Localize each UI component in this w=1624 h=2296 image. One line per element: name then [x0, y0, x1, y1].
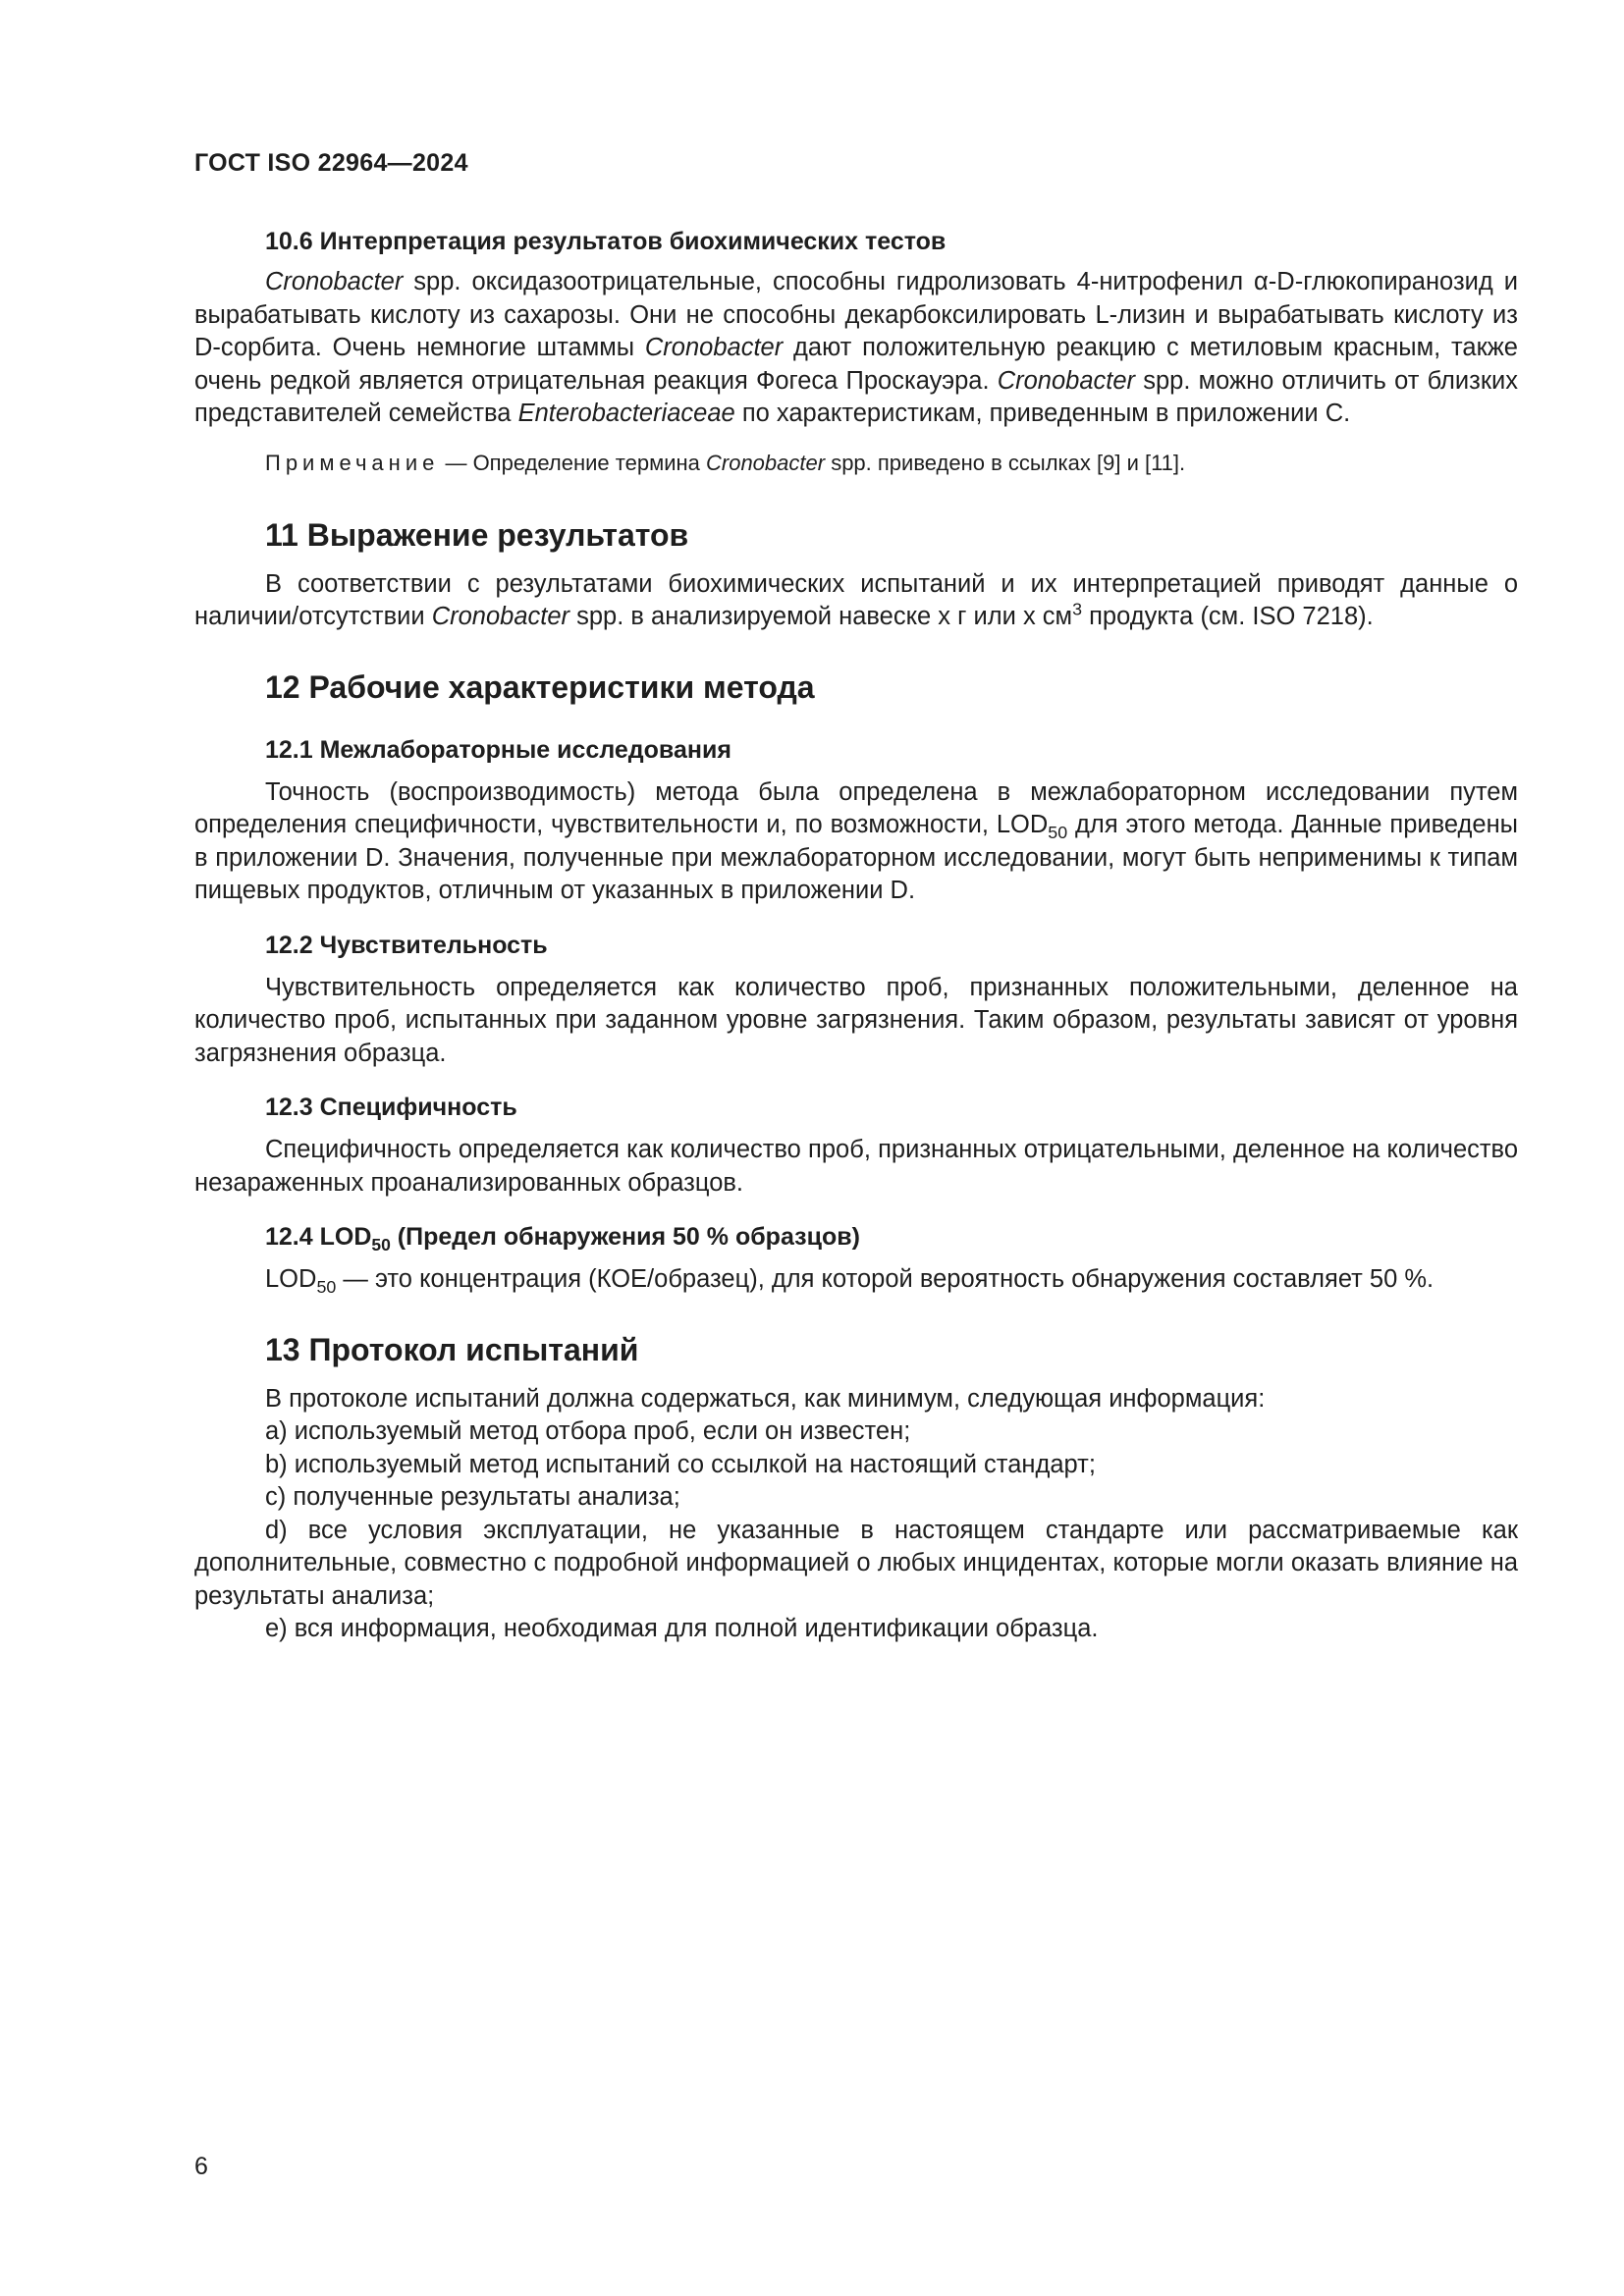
text-run: spp. в анализируемой навеске x г или x см — [569, 603, 1073, 630]
text-run: — Определение термина — [439, 450, 706, 475]
text-run: spp. оксидазоотрицательные, способны гидролизовать 4-нитрофенил α-D-глюкопиранозид и вырабатывать кислоту из сахарозы. Они не способны декарбоксилировать L-лизин и вырабатывать кислоту из D-сорбита. Очень немногие штаммы — [194, 268, 1518, 361]
section-12-heading: 12 Рабочие характеристики метода — [265, 668, 815, 705]
note-label: Примечание — [265, 450, 440, 475]
text-run: дают положительную реакцию с метиловым красным, также очень редкой является отрицательная реакция Фогеса Проскауэра. — [194, 334, 1518, 395]
text-run: продукта (см. ISO 7218). — [1082, 603, 1374, 630]
family-term: Enterobacteriaceae — [517, 400, 735, 427]
section-12-1-paragraph — [194, 776, 1518, 908]
genus-term: Cronobacter — [431, 603, 570, 630]
subscript: 50 — [371, 1235, 391, 1255]
text-run: (Предел обнаружения 50 % образцов) — [390, 1223, 860, 1251]
section-10-6-note — [194, 449, 1518, 478]
section-12-2-heading: 12.2 Чувствительность — [265, 931, 548, 959]
section-10-6-heading: 10.6 Интерпретация результатов биохимических тестов — [265, 228, 947, 255]
section-13-heading: 13 Протокол испытаний — [265, 1331, 639, 1367]
section-13-intro: В протоколе испытаний должна содержаться, как минимум, следующая информация: — [265, 1384, 1266, 1413]
page-number: 6 — [194, 2153, 208, 2180]
page-content — [194, 226, 1518, 1646]
genus-term: Cronobacter — [644, 334, 784, 361]
text-run: 12.4 LOD — [265, 1223, 372, 1251]
subscript: 50 — [1048, 823, 1068, 843]
section-12-3-paragraph: Специфичность определяется как количество проб, признанных отрицательными, деленное на количество незараженных проанализированных образцов. — [194, 1136, 1518, 1197]
text-run: LOD — [265, 1265, 317, 1293]
section-12-3-heading: 12.3 Специфичность — [265, 1094, 517, 1121]
list-item: b) используемый метод испытаний со ссылкой на настоящий стандарт; — [265, 1450, 1096, 1478]
text-run: spp. можно отличить от близких представителей семейства — [194, 366, 1518, 427]
superscript: 3 — [1072, 599, 1083, 619]
list-item: e) вся информация, необходимая для полной идентификации образца. — [265, 1615, 1099, 1642]
text-run: spp. приведено в ссылках [9] и [11]. — [825, 450, 1186, 475]
list-item: a) используемый метод отбора проб, если он известен; — [265, 1417, 911, 1445]
section-11-heading: 11 Выражение результатов — [265, 516, 689, 553]
subscript: 50 — [316, 1277, 337, 1298]
list-item: c) полученные результаты анализа; — [265, 1483, 680, 1511]
genus-term: Cronobacter — [706, 450, 826, 475]
section-12-1-heading: 12.1 Межлабораторные исследования — [265, 735, 731, 764]
section-11-paragraph — [194, 568, 1518, 634]
genus-term: Cronobacter — [997, 366, 1136, 395]
section-12-4-heading — [265, 1221, 1518, 1254]
section-12-4-paragraph — [194, 1263, 1518, 1297]
text-run: Точность (воспроизводимость) метода была определена в межлабораторном исследовании путем определения специфичности, чувствительности и, по возможности, LOD — [194, 777, 1518, 838]
section-12-2-paragraph: Чувствительность определяется как количество проб, признанных положительными, деленное на количество проб, испытанных при заданном уровне загрязнения. Таким образом, результаты зависят от уровня загрязнения образца. — [194, 973, 1518, 1067]
section-10-6-paragraph — [194, 266, 1518, 431]
text-run: В соответствии с результатами биохимических испытаний и их интерпретацией приводят данные о наличии/отсутствии — [194, 569, 1518, 630]
text-run: для этого метода. Данные приведены в приложении D. Значения, полученные при межлабораторном исследовании, могут быть неприменимы к типам пищевых продуктов, отличным от указанных в приложении D. — [194, 811, 1518, 904]
standard-code-header: ГОСТ ISO 22964—2024 — [194, 149, 468, 177]
genus-term: Cronobacter — [265, 268, 404, 295]
text-run: по характеристикам, приведенным в приложении С. — [734, 400, 1351, 427]
list-item: d) все условия эксплуатации, не указанные в настоящем стандарте или рассматриваемые как дополнительные, совместно с подробной информацией о любых инцидентах, которые могли оказать влияние на результаты анализа; — [194, 1516, 1518, 1610]
text-run: — это концентрация (КОЕ/образец), для которой вероятность обнаружения составляет 50 %. — [336, 1265, 1435, 1293]
